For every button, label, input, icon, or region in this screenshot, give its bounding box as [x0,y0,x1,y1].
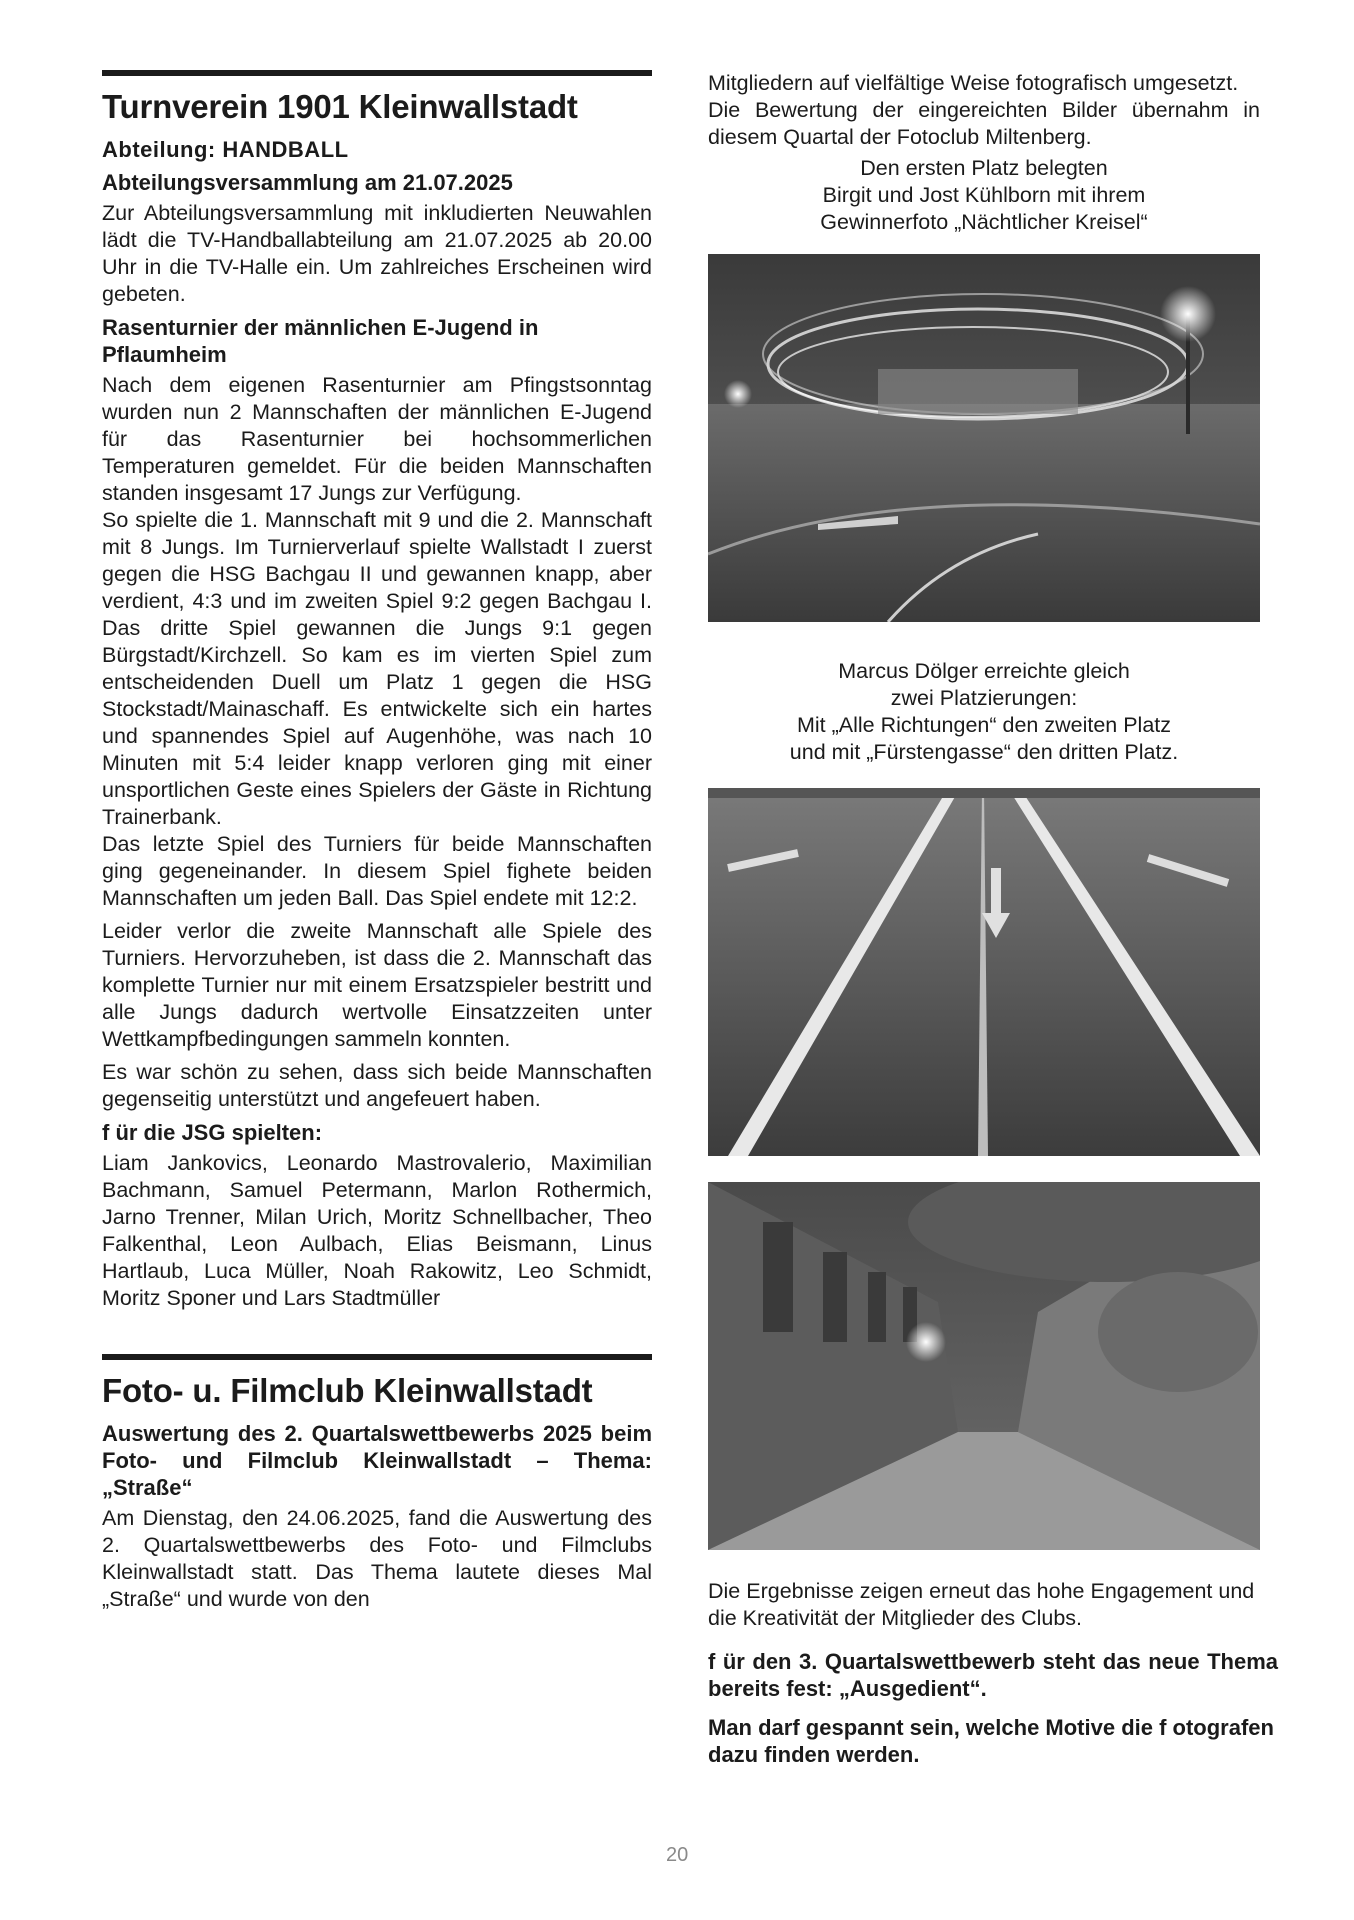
tournament-paragraph-1: Nach dem eigenen Rasenturnier am Pfingstsonntag wurden nun 2 Mannschaften der männlichen E-Jugend für das Rasenturnier bei hochsommerlichen Temperaturen gemeldet. Für die beiden Mannschaften standen insgesamt 17 Jungs zur Verfügung. [102,373,652,505]
intro-text-2: Die Bewertung der eingereichten Bilder übernahm in diesem Quartal der Fotoclub Miltenberg. [708,98,1260,149]
caption-first-place [708,155,1260,236]
section-title-foto: Foto- u. Filmclub Kleinwallstadt [102,1372,593,1409]
meeting-text: Zur Abteilungsversammlung mit inkludierten Neuwahlen lädt die TV-Handballabteilung am 21.07.2025 ab 20.00 Uhr in die TV-Halle ein. Um zahlreiches Erscheinen wird gebeten. [102,201,652,306]
photo-naechtlicher-kreisel [708,254,1260,622]
section-rule [102,1354,652,1360]
photo-fuerstengasse [708,1182,1260,1550]
caption-line: zwei Platzierungen: [890,686,1078,710]
left-column [102,70,652,1619]
players-heading: f ür die JSG spielten: [102,1120,323,1145]
caption-line: Gewinnerfoto „Nächtlicher Kreisel“ [820,210,1148,234]
section-rule [102,70,652,76]
caption-line: Birgit und Jost Kühlborn mit ihrem [822,183,1146,207]
tournament-paragraph-4: Leider verlor die zweite Mannschaft alle Spiele des Turniers. Hervorzuheben, ist dass die 2. Mannschaft das komplette Turnier nur mit einem Ersatzspieler bestritt und alle Jungs dadurch wertvolle Einsatzzeiten unter Wettkampfbedingungen sammeln konnten. [102,919,652,1051]
caption-line: Mit „Alle Richtungen“ den zweiten Platz [796,713,1172,737]
department-heading: Abteilung: HANDBALL [102,137,349,162]
competition-heading: Auswertung des 2. Quartalswettbewerbs 2025 beim Foto- und Filmclub Kleinwallstadt – Thema: „Straße“ [102,1421,652,1500]
meeting-heading: Abteilungsversammlung am 21.07.2025 [102,170,513,195]
next-theme-text: f ür den 3. Quartalswettbewerb steht das neue Thema bereits fest: „Ausgedient“. [708,1649,1278,1701]
players-list: Liam Jankovics, Leonardo Mastrovalerio, Maximilian Bachmann, Samuel Petermann, Marlon Rothermich, Jarno Trenner, Milan Urich, Moritz Schnellbacher, Theo Falkenthal, Leon Aulbach, Elias Beismann, Linus Hartlaub, Luca Müller, Noah Rakowitz, Leo Schmidt, Moritz Sponer und Lars Stadtmüller [102,1151,652,1310]
caption-line: und mit „Fürstengasse“ den dritten Platz. [789,740,1179,764]
competition-paragraph: Am Dienstag, den 24.06.2025, fand die Auswertung des 2. Quartalswettbewerbs des Foto- und Filmclubs Kleinwallstadt statt. Das Thema lautete dieses Mal „Straße“ und wurde von den [102,1506,652,1611]
caption-line: Den ersten Platz belegten [860,156,1108,180]
results-text: Die Ergebnisse zeigen erneut das hohe Engagement und die Kreativität der Mitglieder des Clubs. [708,1579,1255,1630]
right-column [708,70,1278,1774]
page-number: 20 [666,1844,689,1866]
tournament-paragraph-3: Das letzte Spiel des Turniers für beide Mannschaften ging gegeneinander. In diesem Spiel fighete beiden Mannschaften um jeden Ball. Das Spiel endete mit 12:2. [102,832,652,910]
closing-text: Man darf gespannt sein, welche Motive die f otografen dazu finden werden. [708,1715,1274,1767]
caption-line: Marcus Dölger erreichte gleich [838,659,1130,683]
caption-second-third-place [708,658,1260,766]
intro-text-1: Mitgliedern auf vielfältige Weise fotografisch umgesetzt. [708,71,1239,95]
section-title-tv: Turnverein 1901 Kleinwallstadt [102,88,578,125]
tournament-paragraph-2: So spielte die 1. Mannschaft mit 9 und die 2. Mannschaft mit 8 Jungs. Im Turnierverlauf spielte Wallstadt I zuerst gegen die HSG Bachgau II und gewannen knapp, aber verdient, 4:3 und im zweiten Spiel 9:2 gegen Bachgau I. Das dritte Spiel gewannen die Jungs 9:1 gegen Bürgstadt/Kirchzell. So kam es im vierten Spiel zum entscheidenden Duell um Platz 1 gegen die HSG Stockstadt/Mainaschaff. Es entwickelte sich ein hartes und spannendes Spiel auf Augenhöhe, was nach 10 Minuten mit 5:4 leider knapp verloren ging mit einer unsportlichen Geste eines Spielers der Gäste in Richtung Trainerbank. [102,508,652,829]
tournament-paragraph-5: Es war schön zu sehen, dass sich beide Mannschaften gegenseitig unterstützt und angefeuert haben. [102,1060,652,1111]
tournament-heading: Rasenturnier der männlichen E-Jugend in Pflaumheim [102,315,539,367]
photo-alle-richtungen [708,788,1260,1156]
